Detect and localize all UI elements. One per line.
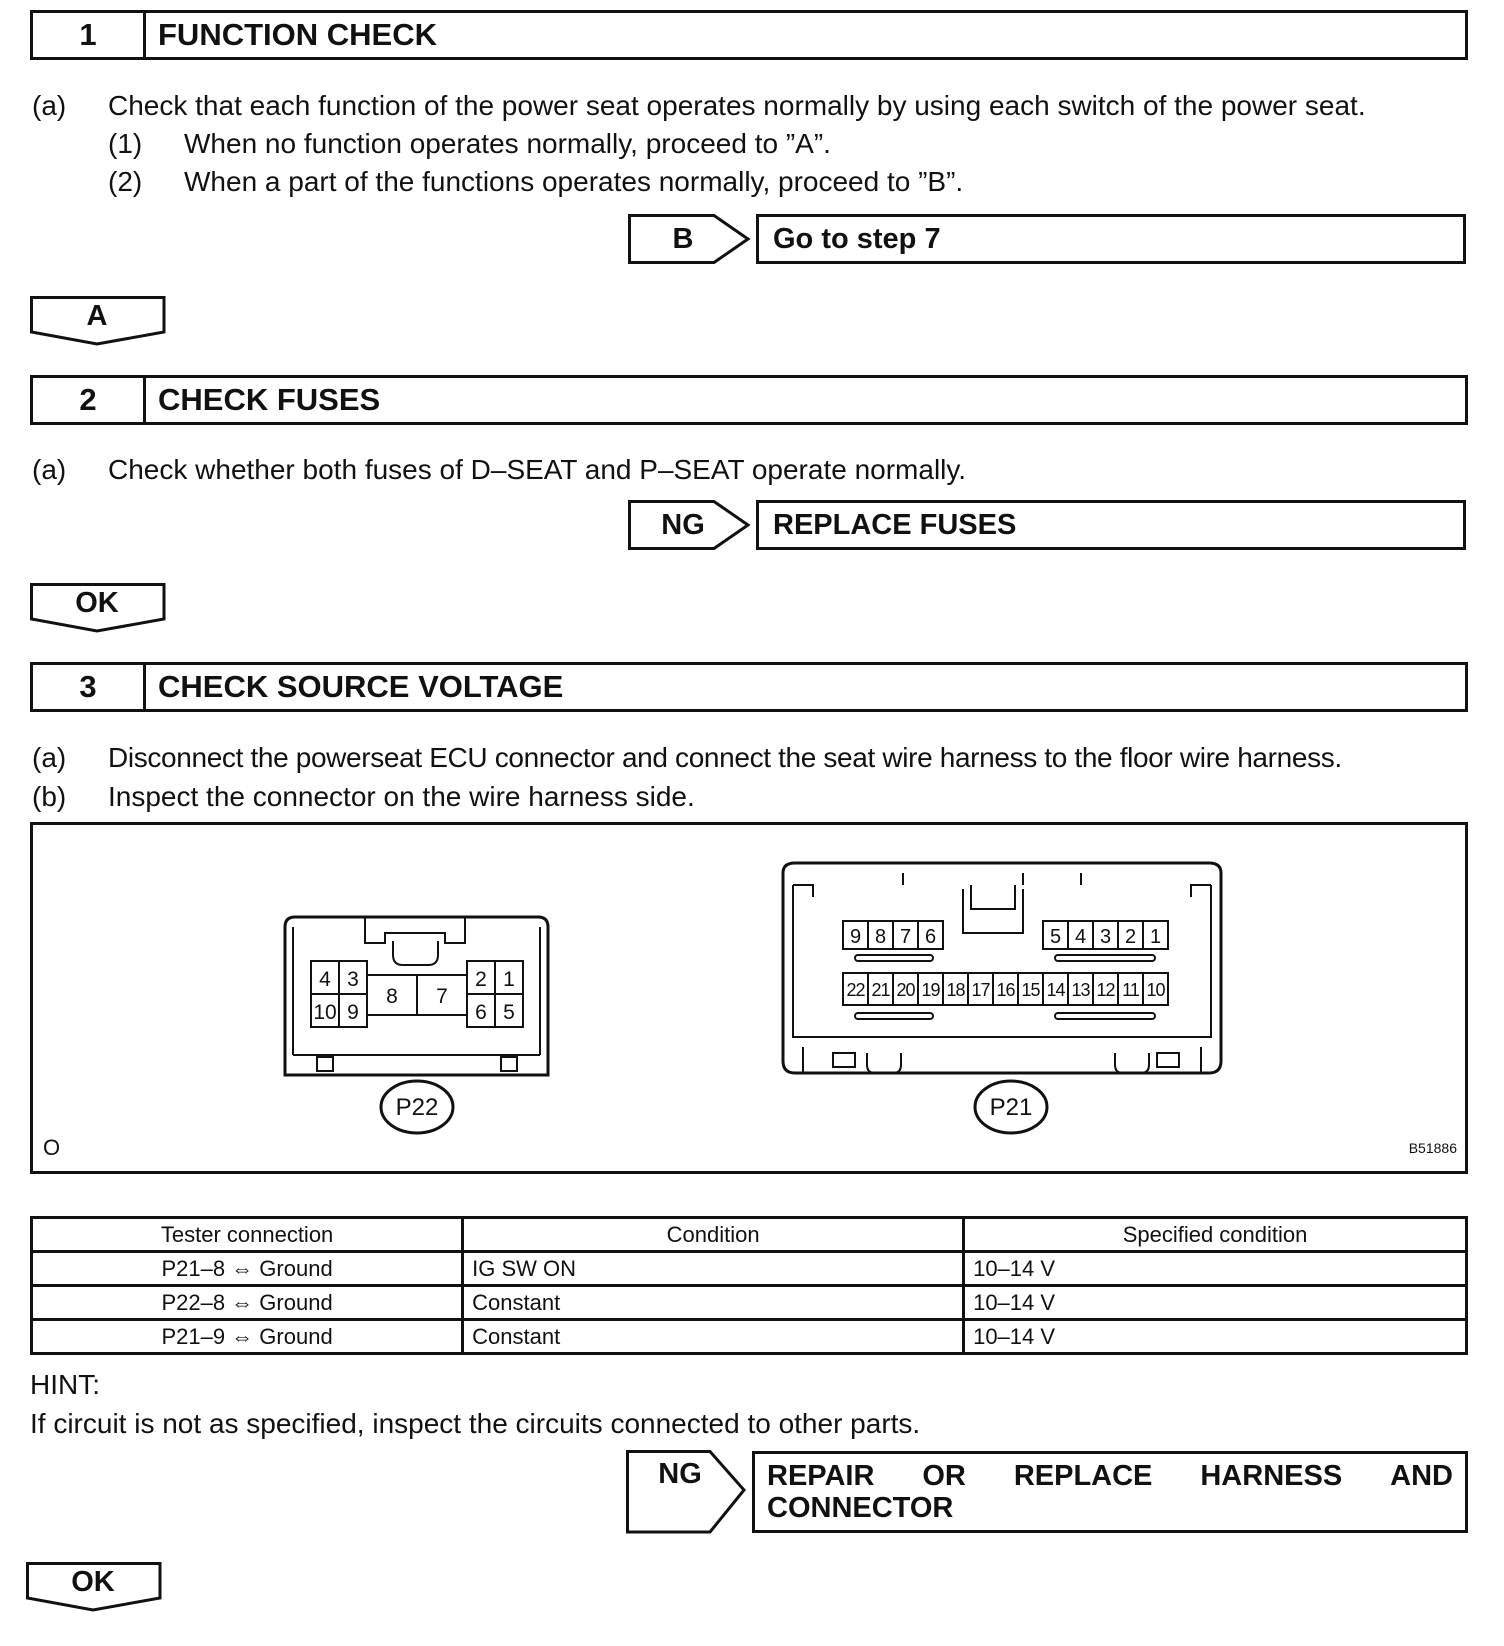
connector-diagram xyxy=(30,822,1468,1174)
column-header: Specified condition xyxy=(964,1218,1467,1252)
pin-label: 4 xyxy=(1074,926,1087,948)
step-2-header xyxy=(30,375,1468,425)
table-cell: Constant xyxy=(463,1320,964,1354)
corner-mark: O xyxy=(43,1135,61,1160)
sub-instruction-line: (1) When no function operates normally, proceed to ”A”. xyxy=(108,128,831,159)
table-cell: Constant xyxy=(463,1286,964,1320)
branch-arrow: NG xyxy=(628,500,758,550)
pin-label: 9 xyxy=(849,926,862,948)
pin-label: 19 xyxy=(921,980,940,1000)
pin-label: 13 xyxy=(1071,980,1090,1000)
pin-label: 5 xyxy=(503,1001,515,1024)
pin-label: 18 xyxy=(946,980,965,1000)
pin-label: 5 xyxy=(1049,926,1062,948)
instruction-line: (a) Check whether both fuses of D–SEAT and P–SEAT operate normally. xyxy=(32,454,967,485)
pin-label: 1 xyxy=(1149,926,1162,948)
step-1-header xyxy=(30,10,1468,60)
hint-label: HINT: xyxy=(30,1369,100,1400)
pin-label: 12 xyxy=(1096,980,1115,1000)
pin-label: 2 xyxy=(475,968,487,991)
step-3-header xyxy=(30,662,1468,712)
pin-label: 16 xyxy=(996,980,1015,1000)
sub-instruction-line: (2) When a part of the functions operates normally, proceed to ”B”. xyxy=(108,166,964,197)
instruction-line: (a) Check that each function of the power seat operates normally by using each switch of the power seat. xyxy=(32,90,1366,121)
pin-label: 14 xyxy=(1046,980,1065,1000)
table-cell: 10–14 V xyxy=(964,1252,1467,1286)
pin-label: 21 xyxy=(871,980,890,1000)
hint-text: If circuit is not as specified, inspect the circuits connected to other parts. xyxy=(30,1408,921,1439)
pin-label: 6 xyxy=(475,1001,487,1024)
branch-action: REPLACE FUSES xyxy=(756,500,1466,550)
next-ok-arrow[interactable]: OK xyxy=(26,1562,166,1614)
table-cell: P21–9 ⇔ Ground xyxy=(32,1320,463,1354)
pin-label: 1 xyxy=(503,968,515,991)
pin-label: 10 xyxy=(313,1001,337,1024)
step-number: 3 xyxy=(33,665,146,709)
pin-label: 9 xyxy=(347,1001,359,1024)
branch-b[interactable] xyxy=(628,214,1468,264)
pin-label: 20 xyxy=(896,980,915,1000)
branch-action: REPAIR OR REPLACE HARNESS AND CONNECTOR xyxy=(752,1451,1468,1533)
table-row xyxy=(32,1252,1467,1286)
connector-diagram-svg xyxy=(33,825,1465,1171)
pin-label: 15 xyxy=(1021,980,1040,1000)
branch-action: Go to step 7 xyxy=(756,214,1466,264)
step-title: FUNCTION CHECK xyxy=(158,17,437,52)
next-ok-arrow[interactable]: OK xyxy=(30,583,170,635)
instruction-line: (b) Inspect the connector on the wire harness side. xyxy=(32,781,695,812)
pin-label: 3 xyxy=(1099,926,1112,948)
step-title: CHECK FUSES xyxy=(158,382,381,417)
figure-code: B51886 xyxy=(1408,1140,1457,1156)
table-cell: 10–14 V xyxy=(964,1286,1467,1320)
branch-arrow: B xyxy=(628,214,758,264)
column-header: Tester connection xyxy=(32,1218,463,1252)
connector-name-p22: P22 xyxy=(395,1094,439,1121)
step-number: 2 xyxy=(33,378,146,422)
table-cell: P21–8 ⇔ Ground xyxy=(32,1252,463,1286)
pin-label: 4 xyxy=(319,968,331,991)
branch-ng-final[interactable]: NG xyxy=(626,1450,756,1534)
pin-label: 7 xyxy=(436,985,448,1008)
connector-name-p21: P21 xyxy=(989,1094,1033,1121)
instruction-line: (a) Disconnect the powerseat ECU connector and connect the seat wire harness to the floor wire harness. xyxy=(32,742,1342,773)
pin-label: 8 xyxy=(386,985,398,1008)
step-number: 1 xyxy=(33,13,146,57)
pin-label: 22 xyxy=(846,980,865,1000)
table-cell: IG SW ON xyxy=(463,1252,964,1286)
column-header: Condition xyxy=(463,1218,964,1252)
pin-label: 8 xyxy=(874,926,887,948)
pin-label: 6 xyxy=(924,926,937,948)
pin-label: 7 xyxy=(899,926,912,948)
pin-label: 3 xyxy=(347,968,359,991)
step-title: CHECK SOURCE VOLTAGE xyxy=(158,669,564,704)
pin-label: 17 xyxy=(971,980,990,1000)
table-row xyxy=(32,1320,1467,1354)
branch-ng[interactable] xyxy=(628,500,1468,550)
pin-label: 10 xyxy=(1146,980,1165,1000)
pin-label: 11 xyxy=(1122,980,1139,1000)
table-cell: P22–8 ⇔ Ground xyxy=(32,1286,463,1320)
table-row xyxy=(32,1286,1467,1320)
table-cell: 10–14 V xyxy=(964,1320,1467,1354)
next-a-arrow[interactable]: A xyxy=(30,296,170,348)
table-header-row xyxy=(32,1218,1467,1252)
spec-table xyxy=(30,1216,1468,1355)
pin-label: 2 xyxy=(1124,926,1137,948)
